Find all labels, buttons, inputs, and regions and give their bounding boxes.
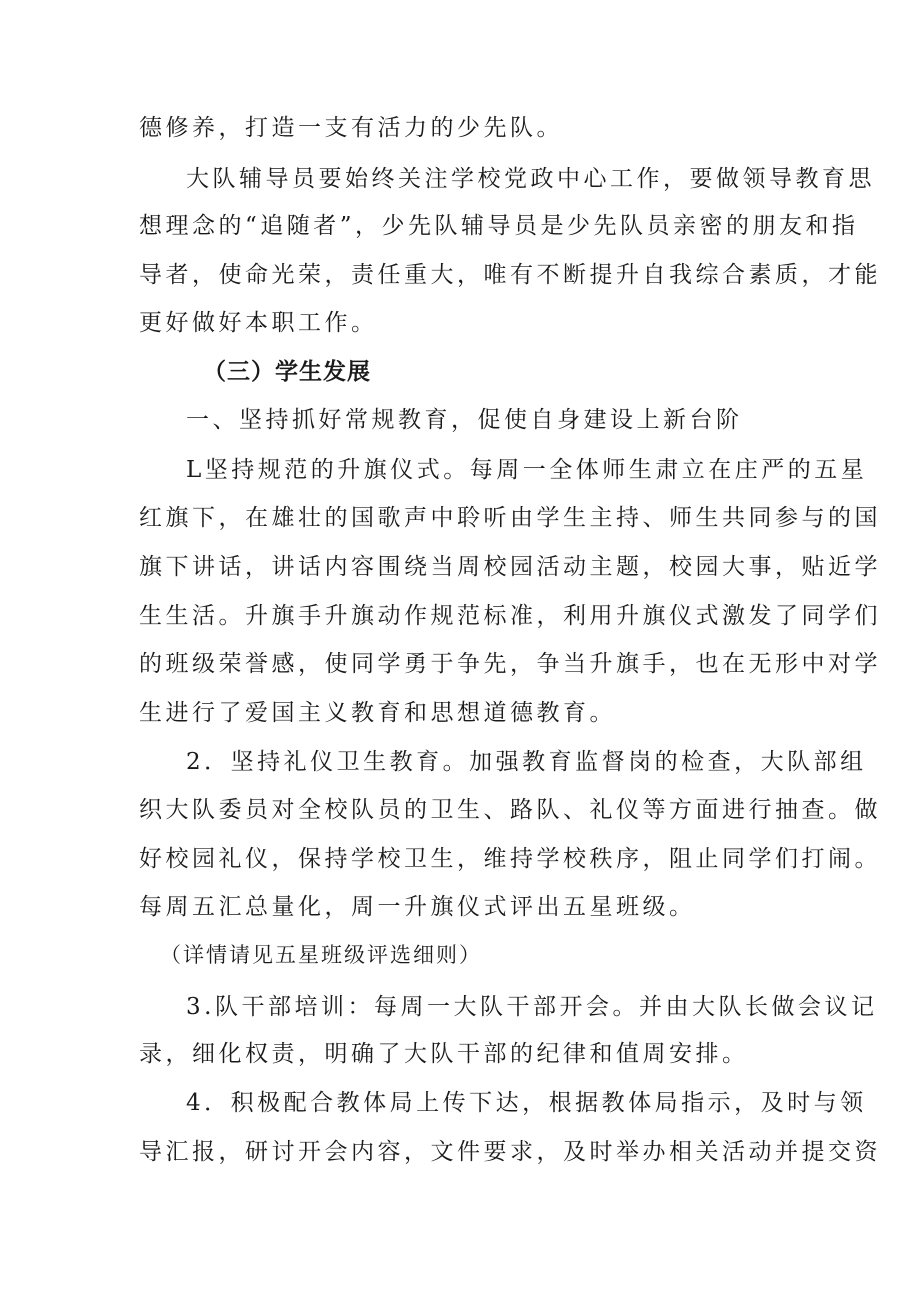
paragraph-line: 4．积极配合教体局上传下达，根据教体局指示，及时与领 — [186, 1090, 867, 1116]
subsection-heading: 一、坚持抓好常规教育，促使自身建设上新台阶 — [186, 407, 743, 433]
paragraph-line: 每周五汇总量化，周一升旗仪式评出五星班级。 — [139, 894, 696, 920]
paragraph-line: 想理念的“追随者”，少先队辅导员是少先队员亲密的朋友和指 — [139, 213, 859, 239]
paragraph-line: 录，细化权责，明确了大队干部的纪律和值周安排。 — [139, 1041, 749, 1067]
paragraph-line: L坚持规范的升旗仪式。每周一全体师生肃立在庄严的五星 — [186, 457, 868, 483]
paragraph-line: 织大队委员对全校队员的卫生、路队、礼仪等方面进行抽查。做 — [139, 797, 881, 823]
paragraph-line: 旗下讲话，讲话内容围绕当周校园活动主题，校园大事，贴近学 — [139, 554, 881, 580]
paragraph-line: 2．坚持礼仪卫生教育。加强教育监督岗的检查，大队部组 — [186, 749, 867, 775]
paragraph-line: 的班级荣誉感，使同学勇于争先，争当升旗手，也在无形中对学 — [139, 651, 881, 677]
paragraph-line: 红旗下，在雄壮的国歌声中聆听由学生主持、师生共同参与的国 — [139, 505, 881, 531]
paragraph-line: 3.队干部培训：每周一大队干部开会。并由大队长做会议记 — [186, 994, 878, 1020]
paragraph-line: 导者，使命光荣，责任重大，唯有不断提升自我综合素质，才能 — [139, 262, 881, 288]
note-line: （详情请见五星班级评选细则） — [160, 943, 482, 967]
paragraph-line: 好校园礼仪，保持学校卫生，维持学校秩序，阻止同学们打闹。 — [139, 846, 881, 872]
paragraph-line: 更好做好本职工作。 — [139, 310, 378, 336]
paragraph-line: 大队辅导员要始终关注学校党政中心工作，要做领导教育思 — [186, 166, 875, 192]
paragraph-line: 德修养，打造一支有活力的少先队。 — [139, 115, 563, 141]
paragraph-line: 生进行了爱国主义教育和思想道德教育。 — [139, 700, 616, 726]
section-heading: （三）学生发展 — [203, 359, 371, 385]
paragraph-line: 生生活。升旗手升旗动作规范标准，利用升旗仪式激发了同学们 — [139, 603, 881, 629]
paragraph-line: 导汇报，研讨开会内容，文件要求，及时举办相关活动并提交资 — [139, 1139, 881, 1165]
